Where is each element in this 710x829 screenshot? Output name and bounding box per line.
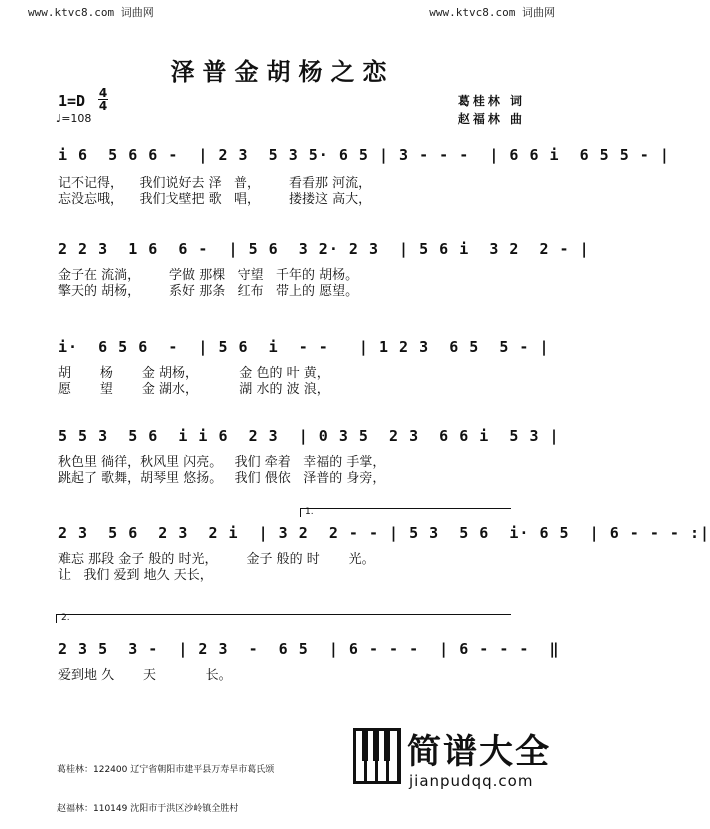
notation-line-5: 2 3 5 6 2 3 2 i | 3 2 2 - - | 5 3 5 6 i· 6 5 | 6 - - - :| xyxy=(58,524,710,542)
lyric-line-6-verse-1: 爱到地 久 天 长。 xyxy=(58,668,232,683)
lyric-line-2-verse-2: 擎天的 胡杨， 系好 那条 红布 带上的 愿望。 xyxy=(58,284,359,299)
address-line-1: 葛桂林：122400 辽宁省朝阳市建平县万寿旱市葛氏颂 xyxy=(57,765,275,775)
volta-first-label: 1. xyxy=(305,507,314,517)
address-line-2: 赵福林：110149 沈阳市于洪区沙岭镇全胜村 xyxy=(57,804,239,814)
notation-line-4: 5 5 3 5 6 i i 6 2 3 | 0 3 5 2 3 6 6 i 5 3 | xyxy=(58,427,560,445)
song-title: 泽普金胡杨之恋 xyxy=(170,57,395,86)
lyric-line-5-verse-1: 难忘 那段 金子 般的 时光， 金子 般的 时 光。 xyxy=(58,552,375,567)
lyric-line-3-verse-1: 胡 杨 金 胡杨， 金 色的 叶 黄， xyxy=(58,366,330,381)
time-numerator: 4 xyxy=(98,86,108,100)
watermark-left: www.ktvc8.com 词曲网 xyxy=(28,6,154,19)
time-signature xyxy=(98,88,108,111)
notation-line-6: 2 3 5 3 - | 2 3 - 6 5 | 6 - - - | 6 - - - ‖ xyxy=(58,640,560,658)
volta-first-bracket xyxy=(300,508,511,517)
logo-url-text: jianpudqq.com xyxy=(409,772,534,790)
lyric-line-5-verse-2: 让 我们 爱到 地久 天长， xyxy=(58,568,213,583)
lyric-line-1-verse-1: 记不记得， 我们说好去 泽 普， 看看那 河流， xyxy=(58,176,372,191)
lyricist-credit: 葛桂林 词 xyxy=(457,94,525,108)
notation-line-2: 2 2 3 1 6 6 - | 5 6 3 2· 2 3 | 5 6 i 3 2 2 - | xyxy=(58,240,590,258)
tempo-marking: ♩=108 xyxy=(56,112,92,125)
volta-second-bracket xyxy=(56,614,511,623)
address-block xyxy=(57,738,274,829)
key-signature: 1=D xyxy=(58,92,86,110)
watermark-right: www.ktvc8.com 词曲网 xyxy=(429,6,555,19)
lyric-line-4-verse-2: 跳起了 歌舞，胡琴里 悠扬。 我们 偎依 泽普的 身旁， xyxy=(58,471,386,486)
site-logo xyxy=(353,722,563,794)
lyric-line-3-verse-2: 愿 望 金 湖水， 湖 水的 波 浪， xyxy=(58,382,330,397)
volta-second-label: 2. xyxy=(61,613,70,623)
lyric-line-1-verse-2: 忘没忘哦， 我们戈壁把 歌 唱， 搂搂这 高大， xyxy=(58,192,372,207)
lyric-line-2-verse-1: 金子在 流淌， 学做 那棵 守望 千年的 胡杨。 xyxy=(58,268,359,283)
time-denominator: 4 xyxy=(98,99,108,113)
notation-line-3: i· 6 5 6 - | 5 6 i - - | 1 2 3 6 5 5 - | xyxy=(58,338,550,356)
credits xyxy=(458,92,525,128)
logo-main-text: 简谱大全 xyxy=(407,732,551,772)
composer-credit: 赵福林 曲 xyxy=(457,112,525,126)
piano-keys-icon xyxy=(353,728,401,784)
lyric-line-4-verse-1: 秋色里 徜徉，秋风里 闪亮。 我们 牵着 幸福的 手掌， xyxy=(58,455,386,470)
notation-line-1: i 6 5 6 6 - | 2 3 5 3 5· 6 5 | 3 - - - | 6 6 i 6 5 5 - | xyxy=(58,146,670,164)
